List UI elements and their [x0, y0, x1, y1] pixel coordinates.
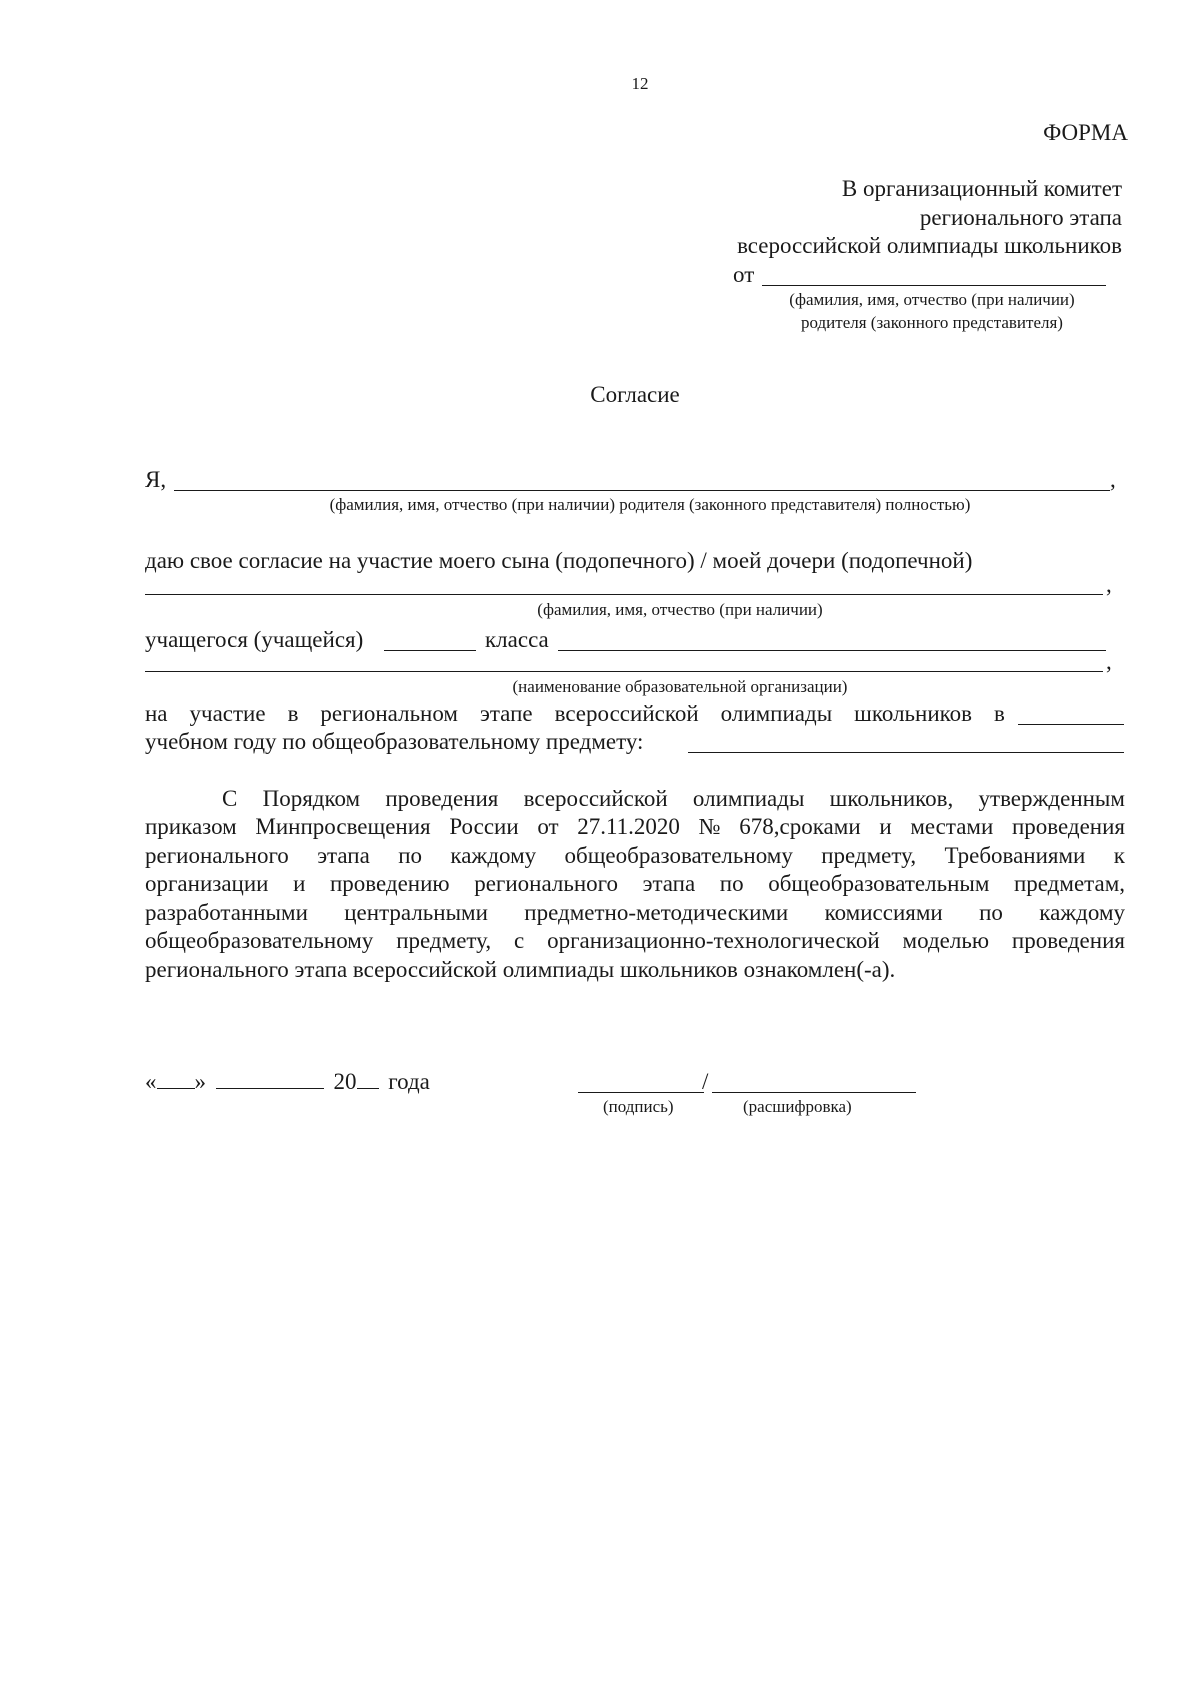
from-hint-1: (фамилия, имя, отчество (при наличии) [789, 290, 1075, 309]
class-number-line[interactable] [384, 650, 476, 651]
paragraph-word: организационно-технологической [547, 928, 880, 953]
paragraph-word: центральными [344, 900, 488, 925]
paragraph-word: 678,сроками [739, 814, 861, 839]
paragraph-last-line: регионального этапа всероссийской олимпиады школьников ознакомлен(-а). [145, 957, 896, 982]
participation-word: школьников [854, 701, 973, 726]
paragraph-word: регионального [145, 843, 289, 868]
i-label: Я, [145, 467, 167, 492]
paragraph-line [145, 871, 1125, 897]
paragraph-word: организации [145, 871, 269, 896]
paragraph-word: каждому [1039, 900, 1125, 925]
parent-hint: (фамилия, имя, отчество (при наличии) родителя (законного представителя) полностью) [329, 495, 971, 514]
paragraph-word: проведения [1011, 814, 1125, 839]
participation-word: участие [189, 701, 266, 726]
subject-line[interactable] [688, 752, 1124, 753]
day-line[interactable] [157, 1088, 195, 1089]
from-name-line[interactable] [762, 285, 1106, 286]
paragraph-word: России [449, 814, 519, 839]
addressee-line-1: В организационный комитет [841, 176, 1122, 201]
consent-line: даю свое согласие на участие моего сына (подопечного) / моей дочери (подопечной) [145, 548, 973, 573]
decode-hint: (расшифровка) [743, 1097, 852, 1116]
from-label: от [733, 262, 755, 287]
paragraph-word: 27.11.2020 [577, 814, 680, 839]
document-title: Согласие [590, 382, 680, 407]
participation-word: региональном [320, 701, 458, 726]
paragraph-word: по [719, 871, 744, 896]
paragraph-word: общеобразовательным [768, 871, 990, 896]
quote-open: « [145, 1069, 157, 1094]
paragraph-word: местами [910, 814, 994, 839]
signature-slash: / [702, 1069, 709, 1094]
paragraph-word: с [514, 928, 525, 953]
school-line-1[interactable] [558, 650, 1106, 651]
page-number: 12 [631, 74, 649, 93]
school-year-line[interactable] [1018, 724, 1124, 725]
from-hint-2: родителя (законного представителя) [801, 313, 1063, 332]
school-line-2[interactable] [145, 671, 1103, 672]
paragraph-word: общеобразовательному [564, 843, 793, 868]
paragraph-word: этапа [317, 843, 370, 868]
month-line[interactable] [216, 1088, 324, 1089]
paragraph-word: олимпиады [692, 786, 805, 811]
paragraph-word: разработанными [145, 900, 308, 925]
year-line[interactable] [357, 1088, 379, 1089]
paragraph-word: моделью [902, 928, 989, 953]
participation-word: в [994, 701, 1005, 726]
participation-word: в [287, 701, 299, 726]
decode-line[interactable] [712, 1092, 916, 1093]
child-comma: , [1106, 572, 1112, 597]
paragraph-word: проведения [385, 786, 499, 811]
form-label: ФОРМА [1043, 120, 1128, 145]
paragraph-word: регионального [474, 871, 618, 896]
paragraph-word: школьников, [829, 786, 954, 811]
paragraph-word: С [222, 786, 238, 811]
paragraph-word: Порядком [262, 786, 361, 811]
paragraph-line [145, 814, 1125, 840]
paragraph-word: от [537, 814, 559, 839]
school-hint: (наименование образовательной организации) [512, 677, 848, 696]
paragraph-word: предметно-методическими [524, 900, 789, 925]
student-label: учащегося (учащейся) [145, 627, 364, 652]
participation-word: олимпиады [720, 701, 833, 726]
paragraph-word: и [293, 871, 306, 896]
school-comma: , [1106, 649, 1112, 674]
addressee-line-2: регионального этапа [919, 205, 1122, 230]
year-prefix: 20 [333, 1069, 357, 1094]
paragraph-word: по [398, 843, 423, 868]
paragraph-word: проведения [1011, 928, 1125, 953]
signature-line[interactable] [578, 1092, 704, 1093]
paragraph-line [145, 843, 1125, 869]
parent-comma: , [1110, 467, 1116, 492]
paragraph-line [145, 900, 1125, 926]
class-label: класса [485, 627, 549, 652]
paragraph-word: Минпросвещения [255, 814, 431, 839]
quote-close: » [194, 1069, 206, 1094]
sign-hint: (подпись) [603, 1097, 674, 1116]
date-row [145, 1069, 430, 1095]
paragraph-word: этапа [642, 871, 696, 896]
paragraph-word: по [979, 900, 1003, 925]
addressee-line-3: всероссийской олимпиады школьников [737, 233, 1122, 258]
paragraph-word: приказом [145, 814, 237, 839]
child-name-line[interactable] [145, 594, 1103, 595]
participation-word: всероссийской [554, 701, 699, 726]
participation-word: этапе [479, 701, 533, 726]
paragraph-word: всероссийской [523, 786, 668, 811]
parent-name-line[interactable] [174, 490, 1110, 491]
paragraph-line [145, 928, 1125, 954]
participation-line [145, 701, 1005, 727]
subject-label: учебном году по общеобразовательному предмету: [145, 729, 644, 754]
paragraph-line [222, 786, 1125, 812]
paragraph-word: к [1113, 843, 1125, 868]
paragraph-word: утвержденным [978, 786, 1125, 811]
paragraph-word: Требованиями [944, 843, 1086, 868]
child-hint: (фамилия, имя, отчество (при наличии) [537, 600, 823, 619]
year-suffix: года [388, 1069, 430, 1094]
paragraph-word: предмету, [396, 928, 492, 953]
paragraph-word: комиссиями [824, 900, 943, 925]
paragraph-word: предмету, [821, 843, 917, 868]
paragraph-word: каждому [450, 843, 537, 868]
participation-word: на [145, 701, 168, 726]
paragraph-word: и [879, 814, 892, 839]
paragraph-word: общеобразовательному [145, 928, 374, 953]
paragraph-word: проведению [329, 871, 450, 896]
paragraph-word: предметам, [1013, 871, 1125, 896]
paragraph-word: № [698, 814, 721, 839]
